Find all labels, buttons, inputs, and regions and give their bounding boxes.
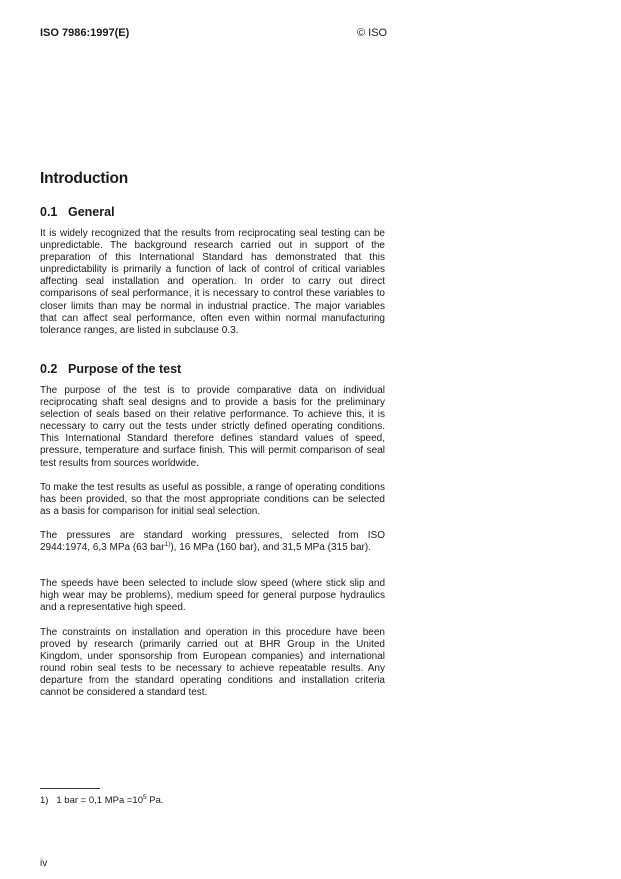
footnote-exponent: 5	[143, 794, 147, 801]
section-title: General	[68, 205, 115, 219]
page-title: Introduction	[40, 170, 128, 187]
pressures-text-end: ), 16 MPa (160 bar), and 31,5 MPa (315 bar).	[170, 542, 371, 554]
paragraph-purpose-1: The purpose of the test is to provide comparative data on individual reciprocating shaft seal designs and to provide a basis for the preliminary selection of seals based on their relative performance. To achieve this, it is necessary to carry out the tests under strictly defined operating conditions. This International Standard therefore defines standard values of speed, pressure, temperature and surface finish. This will permit comparison of seal test results from sources worldwide.	[40, 385, 385, 469]
paragraph-purpose-5: The constraints on installation and operation in this procedure have been proved by research (primarily carried out at BHR Group in the United Kingdom, under sponsorship from European companies) and international round robin seal tests to be necessary to achieve repeatable results. Any departure from the standard operating conditions and installation criteria cannot be considered a standard test.	[40, 627, 385, 699]
pressures-text: The pressures are standard working pressures, selected from ISO 2944:1974, 6,3 MPa (63 bar	[40, 530, 385, 554]
copyright-mark: © ISO	[357, 27, 388, 39]
footnote-rule	[40, 788, 100, 789]
footnote	[40, 795, 164, 806]
paragraph-purpose-3	[40, 530, 385, 554]
section-title: Purpose of the test	[68, 362, 182, 376]
footnote-text: 1 bar = 0,1 MPa =10	[56, 795, 143, 806]
footnote-marker: 1)	[40, 795, 49, 806]
section-heading-general	[40, 205, 115, 219]
paragraph-purpose-2: To make the test results as useful as possible, a range of operating conditions has been provided, so that the most appropriate conditions can be selected as a basis for comparison for initial seal selection.	[40, 482, 385, 518]
section-number: 0.2	[40, 362, 58, 376]
page-number: iv	[40, 858, 48, 869]
section-number: 0.1	[40, 205, 58, 219]
footnote-reference: 1)	[164, 541, 171, 549]
footnote-text-end: Pa.	[146, 795, 164, 806]
paragraph-general: It is widely recognized that the results from reciprocating seal testing can be unpredictable. The background research carried out in support of the preparation of this International Standard has demonstrated that this unpredictability is primarily a function of lack of control of critical variables affecting seal installation and operation. In order to carry out direct comparisons of seal performance, it is necessary to control these variables to closer limits than may be normal in industrial practice. The major variables that can affect seal performance, often even within normal manufacturing tolerance ranges, are listed in subclause 0.3.	[40, 228, 385, 336]
section-heading-purpose	[40, 362, 181, 376]
paragraph-purpose-4: The speeds have been selected to include slow speed (where stick slip and high wear may be problems), medium speed for general purpose hydraulics and a representative high speed.	[40, 578, 385, 614]
doc-identifier: ISO 7986:1997(E)	[40, 27, 130, 39]
